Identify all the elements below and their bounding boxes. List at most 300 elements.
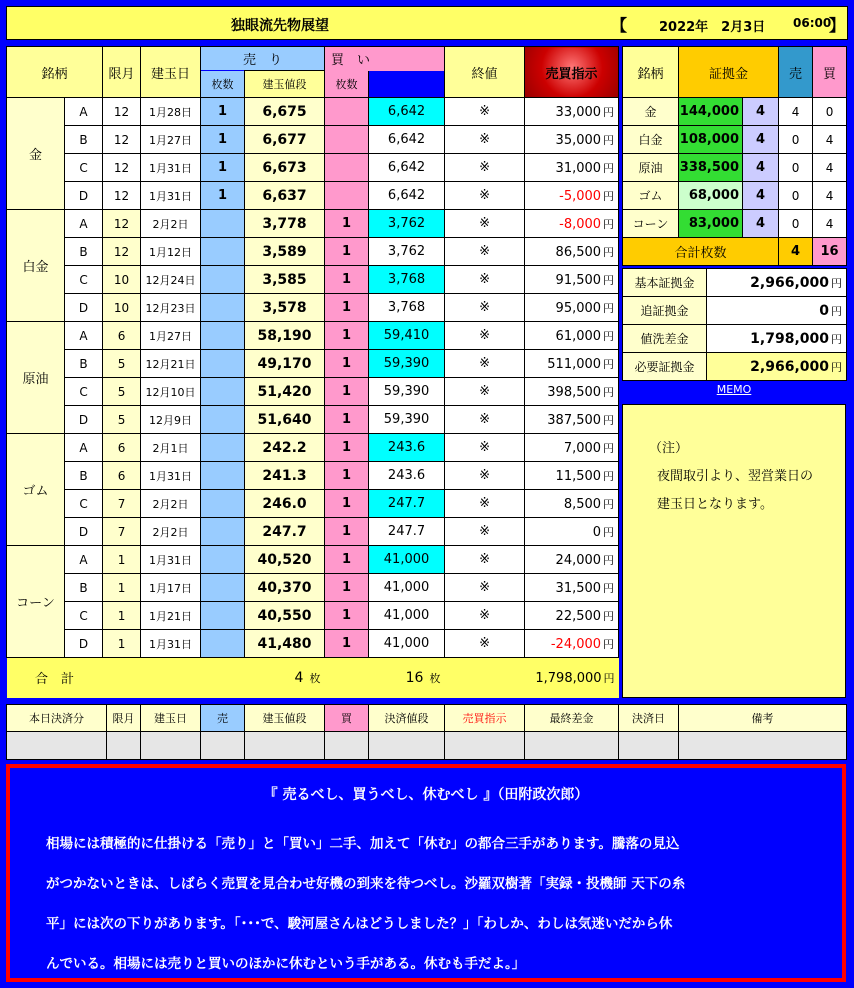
margin-row-sell: 0	[779, 154, 813, 182]
row-close: 41,000	[369, 574, 445, 602]
margin-total-buy: 16	[813, 238, 847, 266]
row-sub: A	[65, 434, 103, 462]
row-sub: C	[65, 602, 103, 630]
row-open-price[interactable]: 6,675	[245, 98, 325, 126]
row-diff: 398,500 円	[525, 378, 619, 406]
row-sub: B	[65, 126, 103, 154]
summary-value: 2,966,000 円	[707, 269, 847, 297]
row-open-price[interactable]: 58,190	[245, 322, 325, 350]
row-diff: 95,000 円	[525, 294, 619, 322]
total-diff: 1,798,000 円	[525, 658, 619, 698]
row-buy-count[interactable]: 1	[325, 294, 369, 322]
row-close: 59,390	[369, 378, 445, 406]
total-label: 合 計	[7, 658, 103, 698]
row-diff: -8,000 円	[525, 210, 619, 238]
summary-label: 必要証拠金	[623, 353, 707, 381]
margin-row-name: 金	[623, 98, 679, 126]
row-sub: C	[65, 378, 103, 406]
col-sell: 売 り	[201, 47, 325, 71]
margin-col-brand: 銘柄	[623, 47, 679, 98]
row-close: 3,762	[369, 238, 445, 266]
row-buy-count[interactable]: 1	[325, 210, 369, 238]
row-limit: 7	[103, 490, 141, 518]
row-diff: 387,500 円	[525, 406, 619, 434]
margin-row-value: 68,000	[679, 182, 743, 210]
row-diff: 7,000 円	[525, 434, 619, 462]
quote-line-3: 平」には次の下りがあります。「･･･で、駿河屋さんはどうしました？」「わしか、わしは気迷いだから休	[46, 916, 673, 932]
row-diff: 61,000 円	[525, 322, 619, 350]
row-sell-count[interactable]: 1	[201, 182, 245, 210]
total-buy: 16 枚	[325, 658, 445, 698]
row-order[interactable]: ※	[445, 462, 525, 490]
row-sub: D	[65, 182, 103, 210]
group-name: ゴム	[7, 434, 65, 546]
table-row	[7, 126, 619, 154]
row-open-date: 2月2日	[141, 210, 201, 238]
row-sub: C	[65, 490, 103, 518]
row-order[interactable]: ※	[445, 322, 525, 350]
row-sub: A	[65, 98, 103, 126]
row-open-price[interactable]: 51,420	[245, 378, 325, 406]
row-limit: 6	[103, 322, 141, 350]
row-diff: 511,000 円	[525, 350, 619, 378]
margin-row	[623, 154, 847, 182]
row-diff: 8,500 円	[525, 490, 619, 518]
row-sell-count[interactable]	[201, 210, 245, 238]
row-sell-count[interactable]	[201, 518, 245, 546]
row-close: 6,642	[369, 126, 445, 154]
row-sub: B	[65, 574, 103, 602]
row-sub: B	[65, 350, 103, 378]
row-buy-count[interactable]: 1	[325, 546, 369, 574]
row-limit: 5	[103, 406, 141, 434]
settle-cell[interactable]	[679, 732, 847, 760]
table-row	[7, 630, 619, 658]
quote-line-1: 相場には積極的に仕掛ける「売り」と「買い」二手、加えて「休む」の都合三手があります。騰落の見込	[46, 836, 680, 852]
settle-cell[interactable]	[7, 732, 107, 760]
table-row	[7, 574, 619, 602]
margin-row-sell: 0	[779, 182, 813, 210]
row-open-date: 1月31日	[141, 182, 201, 210]
row-sub: D	[65, 518, 103, 546]
row-sell-count[interactable]	[201, 462, 245, 490]
row-sub: A	[65, 322, 103, 350]
row-order[interactable]: ※	[445, 182, 525, 210]
margin-col-sell: 売	[779, 47, 813, 98]
col-sell-count: 枚数	[201, 71, 245, 98]
margin-row-value: 144,000	[679, 98, 743, 126]
row-buy-count[interactable]: 1	[325, 602, 369, 630]
row-open-price[interactable]: 3,589	[245, 238, 325, 266]
margin-col-buy: 買	[813, 47, 847, 98]
row-sell-count[interactable]	[201, 350, 245, 378]
row-limit: 12	[103, 210, 141, 238]
margin-row-value: 108,000	[679, 126, 743, 154]
summary-label: 値洗差金	[623, 325, 707, 353]
settle-header: 建玉日	[141, 705, 201, 732]
row-sub: D	[65, 406, 103, 434]
margin-row-buy: 4	[813, 182, 847, 210]
row-close: 41,000	[369, 602, 445, 630]
group-name: 金	[7, 98, 65, 210]
row-order[interactable]: ※	[445, 546, 525, 574]
margin-row-sell: 4	[779, 98, 813, 126]
settlement-table	[6, 704, 847, 760]
margin-row-value: 338,500	[679, 154, 743, 182]
group-name: 白金	[7, 210, 65, 322]
row-open-price[interactable]: 51,640	[245, 406, 325, 434]
memo-note-head: （注）	[649, 441, 689, 456]
row-close: 247.7	[369, 490, 445, 518]
row-diff: 24,000 円	[525, 546, 619, 574]
margin-row	[623, 126, 847, 154]
row-order[interactable]: ※	[445, 630, 525, 658]
row-open-price[interactable]: 247.7	[245, 518, 325, 546]
row-buy-count[interactable]: 1	[325, 518, 369, 546]
row-buy-count[interactable]: 1	[325, 406, 369, 434]
margin-row-name: ゴム	[623, 182, 679, 210]
row-sub: C	[65, 266, 103, 294]
row-order[interactable]: ※	[445, 378, 525, 406]
row-order[interactable]: ※	[445, 574, 525, 602]
row-buy-count[interactable]	[325, 98, 369, 126]
row-diff: 86,500 円	[525, 238, 619, 266]
row-close: 247.7	[369, 518, 445, 546]
row-order[interactable]: ※	[445, 266, 525, 294]
row-open-price[interactable]: 40,370	[245, 574, 325, 602]
row-sell-count[interactable]	[201, 406, 245, 434]
row-buy-count[interactable]: 1	[325, 322, 369, 350]
row-limit: 5	[103, 350, 141, 378]
margin-total-label: 合計枚数	[623, 238, 779, 266]
quote-title: 『 売るべし、買うべし、休むべし 』（田附政次郎）	[263, 787, 589, 803]
row-open-price[interactable]: 6,637	[245, 182, 325, 210]
margin-row-buy: 4	[813, 210, 847, 238]
row-sub: A	[65, 546, 103, 574]
settle-header: 売買指示	[445, 705, 525, 732]
margin-row-buy: 4	[813, 126, 847, 154]
row-close: 59,390	[369, 406, 445, 434]
row-order[interactable]: ※	[445, 238, 525, 266]
header-time: 06:00	[793, 16, 832, 30]
table-row	[7, 406, 619, 434]
row-order[interactable]: ※	[445, 490, 525, 518]
row-limit: 12	[103, 126, 141, 154]
row-diff: 91,500 円	[525, 266, 619, 294]
table-row	[7, 434, 619, 462]
margin-table	[622, 46, 847, 266]
settle-header: 決済日	[619, 705, 679, 732]
row-open-date: 1月27日	[141, 322, 201, 350]
row-limit: 12	[103, 238, 141, 266]
row-sell-count[interactable]	[201, 378, 245, 406]
settle-header: 決済値段	[369, 705, 445, 732]
row-close: 6,642	[369, 98, 445, 126]
total-sell: 4 枚	[103, 658, 325, 698]
settle-cell[interactable]	[141, 732, 201, 760]
row-order[interactable]: ※	[445, 350, 525, 378]
table-row	[7, 602, 619, 630]
row-sell-count[interactable]	[201, 322, 245, 350]
row-open-date: 1月31日	[141, 462, 201, 490]
margin-row-lots: 4	[743, 154, 779, 182]
row-open-price[interactable]: 241.3	[245, 462, 325, 490]
row-close: 6,642	[369, 154, 445, 182]
row-sell-count[interactable]: 1	[201, 98, 245, 126]
settle-cell[interactable]	[525, 732, 619, 760]
row-sell-count[interactable]	[201, 490, 245, 518]
row-buy-count[interactable]: 1	[325, 266, 369, 294]
row-diff: 31,500 円	[525, 574, 619, 602]
positions-table	[6, 46, 619, 698]
margin-row-name: 白金	[623, 126, 679, 154]
row-sub: B	[65, 462, 103, 490]
col-buy: 買 い	[325, 47, 445, 71]
margin-row-buy: 0	[813, 98, 847, 126]
row-buy-count[interactable]	[325, 126, 369, 154]
settle-cell[interactable]	[325, 732, 369, 760]
row-open-date: 12月10日	[141, 378, 201, 406]
margin-row-name: 原油	[623, 154, 679, 182]
row-buy-count[interactable]: 1	[325, 350, 369, 378]
margin-row-sell: 0	[779, 126, 813, 154]
row-limit: 1	[103, 602, 141, 630]
row-sub: C	[65, 154, 103, 182]
row-open-date: 2月1日	[141, 434, 201, 462]
row-limit: 1	[103, 630, 141, 658]
row-sub: D	[65, 630, 103, 658]
row-order[interactable]: ※	[445, 210, 525, 238]
margin-row-buy: 4	[813, 154, 847, 182]
row-limit: 10	[103, 294, 141, 322]
settle-header: 建玉値段	[245, 705, 325, 732]
row-open-date: 12月24日	[141, 266, 201, 294]
table-row	[7, 322, 619, 350]
row-open-price[interactable]: 41,480	[245, 630, 325, 658]
row-limit: 1	[103, 546, 141, 574]
row-sell-count[interactable]	[201, 546, 245, 574]
row-order[interactable]: ※	[445, 294, 525, 322]
row-diff: 22,500 円	[525, 602, 619, 630]
row-diff: 35,000 円	[525, 126, 619, 154]
row-buy-count[interactable]: 1	[325, 238, 369, 266]
row-open-date: 1月31日	[141, 630, 201, 658]
table-row	[7, 182, 619, 210]
row-limit: 12	[103, 182, 141, 210]
summary-row	[623, 325, 847, 353]
row-order[interactable]: ※	[445, 434, 525, 462]
row-sub: B	[65, 238, 103, 266]
row-sell-count[interactable]	[201, 602, 245, 630]
table-row	[7, 546, 619, 574]
margin-total-sell: 4	[779, 238, 813, 266]
row-diff: 0 円	[525, 518, 619, 546]
table-row	[7, 238, 619, 266]
row-sell-count[interactable]	[201, 574, 245, 602]
row-sell-count[interactable]: 1	[201, 154, 245, 182]
margin-row-lots: 4	[743, 182, 779, 210]
row-sell-count[interactable]	[201, 266, 245, 294]
row-sell-count[interactable]	[201, 630, 245, 658]
settle-cell[interactable]	[369, 732, 445, 760]
row-open-date: 1月31日	[141, 154, 201, 182]
row-close: 59,410	[369, 322, 445, 350]
row-open-date: 1月17日	[141, 574, 201, 602]
row-open-price[interactable]: 3,585	[245, 266, 325, 294]
margin-row-lots: 4	[743, 98, 779, 126]
settle-cell[interactable]	[245, 732, 325, 760]
row-limit: 6	[103, 462, 141, 490]
summary-value: 2,966,000 円	[707, 353, 847, 381]
col-brand: 銘柄	[7, 47, 103, 98]
col-order: 売買指示	[525, 47, 619, 98]
row-open-price[interactable]: 3,578	[245, 294, 325, 322]
row-close: 3,768	[369, 294, 445, 322]
row-limit: 12	[103, 154, 141, 182]
row-order[interactable]: ※	[445, 518, 525, 546]
row-buy-count[interactable]: 1	[325, 490, 369, 518]
memo-line-1: 夜間取引より、翌営業日の	[657, 469, 814, 484]
row-open-price[interactable]: 49,170	[245, 350, 325, 378]
settle-header: 本日決済分	[7, 705, 107, 732]
row-open-price[interactable]: 3,778	[245, 210, 325, 238]
row-close: 6,642	[369, 182, 445, 210]
row-sub: A	[65, 210, 103, 238]
row-buy-count[interactable]: 1	[325, 462, 369, 490]
row-open-price[interactable]: 6,677	[245, 126, 325, 154]
row-open-date: 1月21日	[141, 602, 201, 630]
table-row	[7, 98, 619, 126]
row-open-price[interactable]: 242.2	[245, 434, 325, 462]
quote-line-4: んでいる。相場には売りと買いのほかに休むという手がある。休むも手だよ。」	[46, 956, 526, 972]
row-open-date: 1月27日	[141, 126, 201, 154]
margin-row-sell: 0	[779, 210, 813, 238]
col-open-date: 建玉日	[141, 47, 201, 98]
table-row	[7, 294, 619, 322]
margin-row-lots: 4	[743, 210, 779, 238]
table-row	[7, 490, 619, 518]
row-open-date: 1月28日	[141, 98, 201, 126]
settle-cell[interactable]	[201, 732, 245, 760]
summary-row	[623, 353, 847, 381]
summary-row	[623, 297, 847, 325]
row-sell-count[interactable]	[201, 434, 245, 462]
row-buy-count[interactable]	[325, 154, 369, 182]
margin-row-lots: 4	[743, 126, 779, 154]
row-limit: 10	[103, 266, 141, 294]
row-close: 3,768	[369, 266, 445, 294]
row-open-price[interactable]: 40,520	[245, 546, 325, 574]
row-buy-count[interactable]: 1	[325, 574, 369, 602]
margin-row	[623, 182, 847, 210]
row-open-date: 2月2日	[141, 518, 201, 546]
row-open-date: 12月9日	[141, 406, 201, 434]
group-name: コーン	[7, 546, 65, 658]
table-row	[7, 378, 619, 406]
row-open-price[interactable]: 6,673	[245, 154, 325, 182]
col-close: 終値	[445, 47, 525, 98]
memo-line-2: 建玉日となります。	[657, 497, 773, 512]
margin-row-value: 83,000	[679, 210, 743, 238]
row-order[interactable]: ※	[445, 602, 525, 630]
col-limit: 限月	[103, 47, 141, 98]
settle-header: 最終差金	[525, 705, 619, 732]
row-sell-count[interactable]	[201, 238, 245, 266]
row-buy-count[interactable]: 1	[325, 378, 369, 406]
quote-line-2: がつかないときは、しばらく売買を見合わせ好機の到来を待つべし。沙羅双樹著「実録・投機師 天下の糸	[46, 876, 686, 892]
settle-cell[interactable]	[445, 732, 525, 760]
row-order[interactable]: ※	[445, 98, 525, 126]
row-order[interactable]: ※	[445, 406, 525, 434]
summary-value: 0 円	[707, 297, 847, 325]
settle-cell[interactable]	[619, 732, 679, 760]
row-open-date: 12月21日	[141, 350, 201, 378]
row-open-date: 2月2日	[141, 490, 201, 518]
memo-body	[622, 404, 846, 698]
table-row	[7, 518, 619, 546]
row-order[interactable]: ※	[445, 126, 525, 154]
settle-header: 限月	[107, 705, 141, 732]
margin-row	[623, 98, 847, 126]
quote-box	[6, 764, 846, 982]
row-open-date: 1月12日	[141, 238, 201, 266]
bracket-close: 】	[829, 16, 846, 35]
summary-table	[622, 268, 847, 381]
row-order[interactable]: ※	[445, 154, 525, 182]
row-limit: 1	[103, 574, 141, 602]
col-buy-count: 枚数	[325, 71, 369, 98]
row-sell-count[interactable]	[201, 294, 245, 322]
settle-header: 売	[201, 705, 245, 732]
row-close: 243.6	[369, 462, 445, 490]
settle-header: 買	[325, 705, 369, 732]
row-open-price[interactable]: 40,550	[245, 602, 325, 630]
col-open-price: 建玉値段	[245, 71, 325, 98]
margin-row-name: コーン	[623, 210, 679, 238]
row-diff: -5,000 円	[525, 182, 619, 210]
bracket-open: 【	[611, 16, 628, 35]
table-row	[7, 266, 619, 294]
table-row	[7, 154, 619, 182]
memo-title[interactable]: MEMO	[716, 383, 752, 396]
row-sell-count[interactable]: 1	[201, 126, 245, 154]
row-buy-count[interactable]: 1	[325, 630, 369, 658]
row-limit: 12	[103, 98, 141, 126]
margin-col-margin: 証拠金	[679, 47, 779, 98]
page-title: 独眼流先物展望	[231, 18, 329, 34]
row-open-price[interactable]: 246.0	[245, 490, 325, 518]
summary-label: 基本証拠金	[623, 269, 707, 297]
summary-value: 1,798,000 円	[707, 325, 847, 353]
row-limit: 5	[103, 378, 141, 406]
row-buy-count[interactable]: 1	[325, 434, 369, 462]
settle-cell[interactable]	[107, 732, 141, 760]
row-close: 41,000	[369, 546, 445, 574]
group-name: 原油	[7, 322, 65, 434]
row-diff: -24,000 円	[525, 630, 619, 658]
row-buy-count[interactable]	[325, 182, 369, 210]
table-row	[7, 350, 619, 378]
summary-label: 追証拠金	[623, 297, 707, 325]
margin-row	[623, 210, 847, 238]
row-diff: 11,500 円	[525, 462, 619, 490]
row-diff: 31,000 円	[525, 154, 619, 182]
table-row	[7, 210, 619, 238]
settle-header: 備考	[679, 705, 847, 732]
summary-row	[623, 269, 847, 297]
row-close: 3,762	[369, 210, 445, 238]
header-date: 2022年 2月3日	[659, 20, 766, 35]
